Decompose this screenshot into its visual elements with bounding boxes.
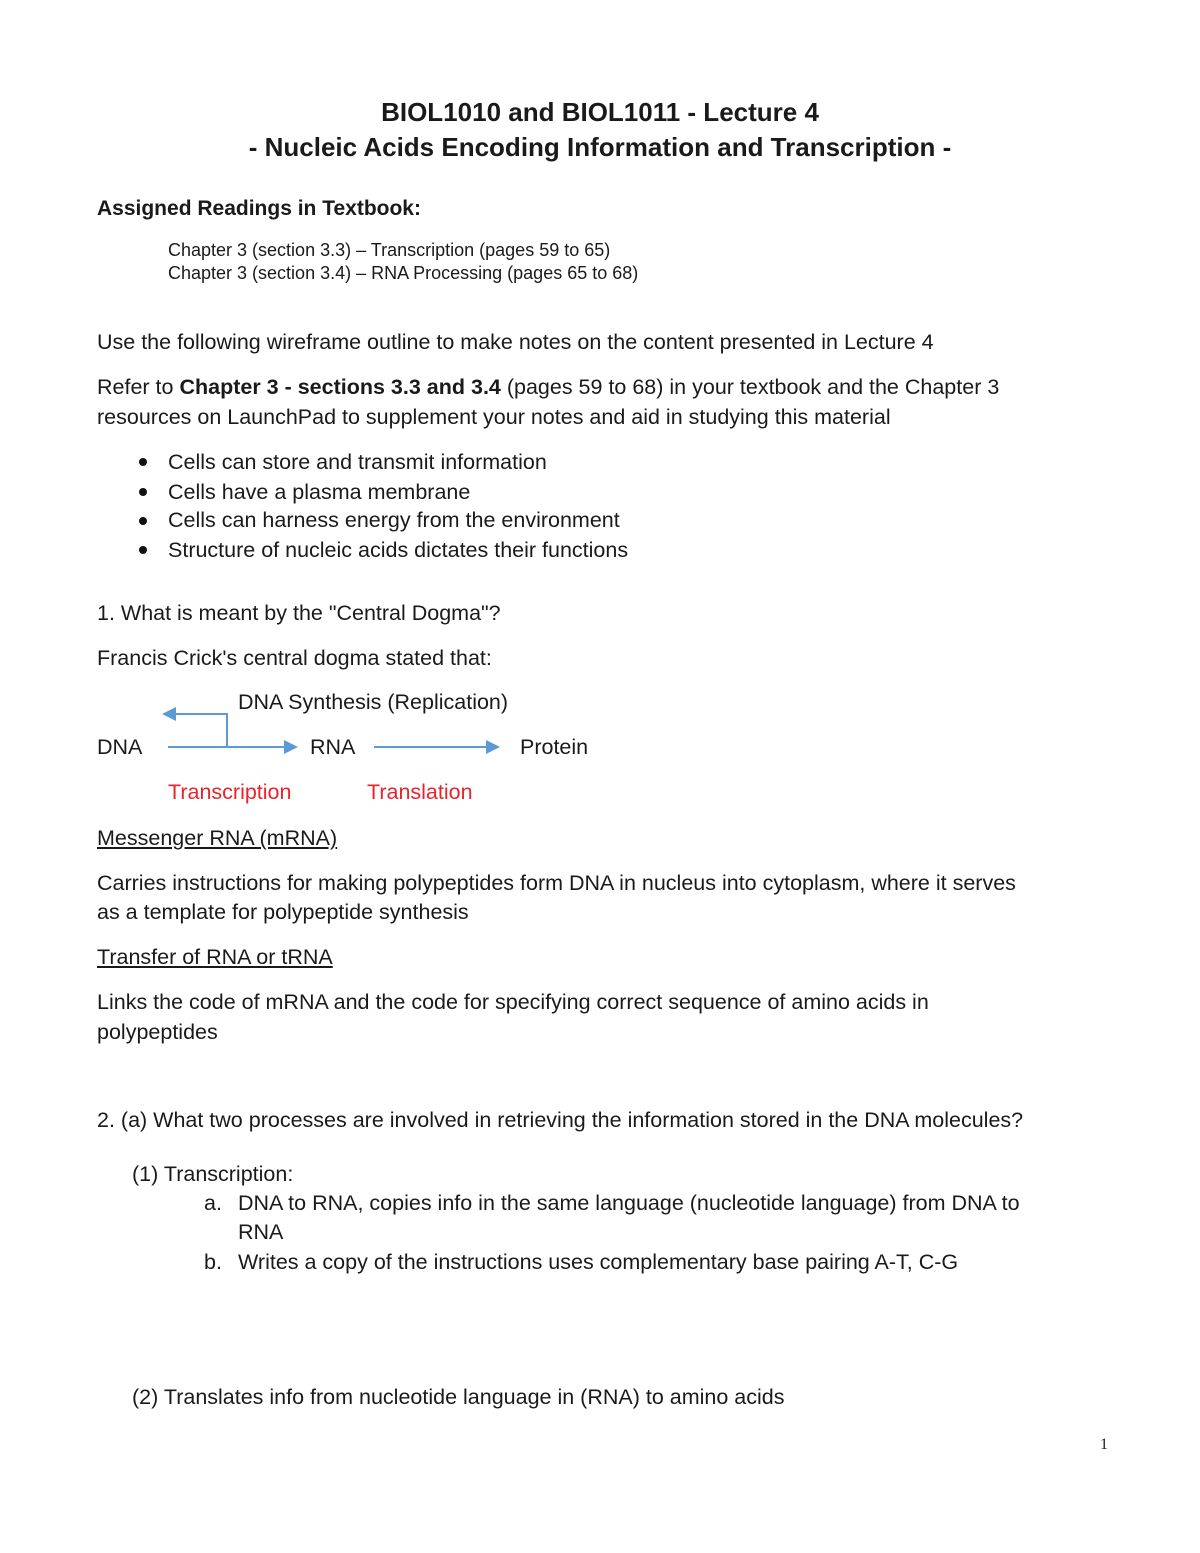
item-b-text: Writes a copy of the instructions uses complementary base pairing A-T, C-G <box>238 1250 959 1274</box>
refer-bold: Chapter 3 - sections 3.3 and 3.4 <box>179 375 501 399</box>
bullet-item: Cells have a plasma membrane <box>168 480 471 504</box>
bullet-icon <box>139 458 147 466</box>
bullet-item: Cells can store and transmit information <box>168 450 547 474</box>
transcription-arrowhead <box>284 740 298 754</box>
bullet-item: Cells can harness energy from the environment <box>168 508 620 532</box>
reading-item: Chapter 3 (section 3.4) – RNA Processing (pages 65 to 68) <box>168 263 639 283</box>
transcription-label: Transcription <box>168 780 292 804</box>
bullet-icon <box>139 488 147 496</box>
page-number: 1 <box>1100 1436 1108 1453</box>
mrna-text: Carries instructions for making polypeptides form DNA in nucleus into cytoplasm, where it serves <box>97 871 1016 895</box>
refer-prefix: Refer to <box>97 375 180 399</box>
bullet-item: Structure of nucleic acids dictates their functions <box>168 538 629 562</box>
process-1: (1) Transcription: <box>132 1162 294 1186</box>
readings-heading: Assigned Readings in Textbook: <box>97 197 421 220</box>
replication-arrowhead <box>162 707 176 721</box>
trna-heading: Transfer of RNA or tRNA <box>97 945 333 969</box>
replication-label: DNA Synthesis (Replication) <box>238 690 509 714</box>
refer-suffix: (pages 59 to 68) in your textbook and the Chapter 3 <box>500 375 1000 399</box>
question-2: 2. (a) What two processes are involved in retrieving the information stored in the DNA molecules? <box>97 1108 1024 1132</box>
trna-text: Links the code of mRNA and the code for specifying correct sequence of amino acids in <box>97 990 929 1014</box>
translation-label: Translation <box>367 780 473 804</box>
mrna-heading: Messenger RNA (mRNA) <box>97 826 338 850</box>
bullet-icon <box>139 517 147 525</box>
item-a-text: DNA to RNA, copies info in the same language (nucleotide language) from DNA to <box>238 1191 1020 1215</box>
question-1: 1. What is meant by the "Central Dogma"? <box>97 601 501 625</box>
item-a-text-2: RNA <box>238 1220 284 1244</box>
reading-item: Chapter 3 (section 3.3) – Transcription (pages 59 to 65) <box>168 240 611 260</box>
dna-label: DNA <box>97 735 143 759</box>
document-title: BIOL1010 and BIOL1011 - Lecture 4 <box>381 97 819 127</box>
refer-line <box>97 375 999 400</box>
crick-statement: Francis Crick's central dogma stated that: <box>97 646 492 670</box>
protein-label: Protein <box>520 735 589 759</box>
intro-line: Use the following wireframe outline to make notes on the content presented in Lecture 4 <box>97 330 934 354</box>
rna-label: RNA <box>310 735 356 759</box>
central-dogma-arrows <box>150 700 510 760</box>
mrna-text-2: as a template for polypeptide synthesis <box>97 900 469 924</box>
trna-text-2: polypeptides <box>97 1020 218 1044</box>
bullet-icon <box>139 546 147 554</box>
document-subtitle: - Nucleic Acids Encoding Information and Transcription - <box>248 132 952 162</box>
translation-arrowhead <box>486 740 500 754</box>
item-marker-a: a. <box>204 1191 222 1215</box>
process-2: (2) Translates info from nucleotide language in (RNA) to amino acids <box>132 1385 785 1409</box>
refer-line-2: resources on LaunchPad to supplement your notes and aid in studying this material <box>97 405 891 429</box>
item-marker-b: b. <box>204 1250 222 1274</box>
replication-arrow <box>176 714 227 747</box>
